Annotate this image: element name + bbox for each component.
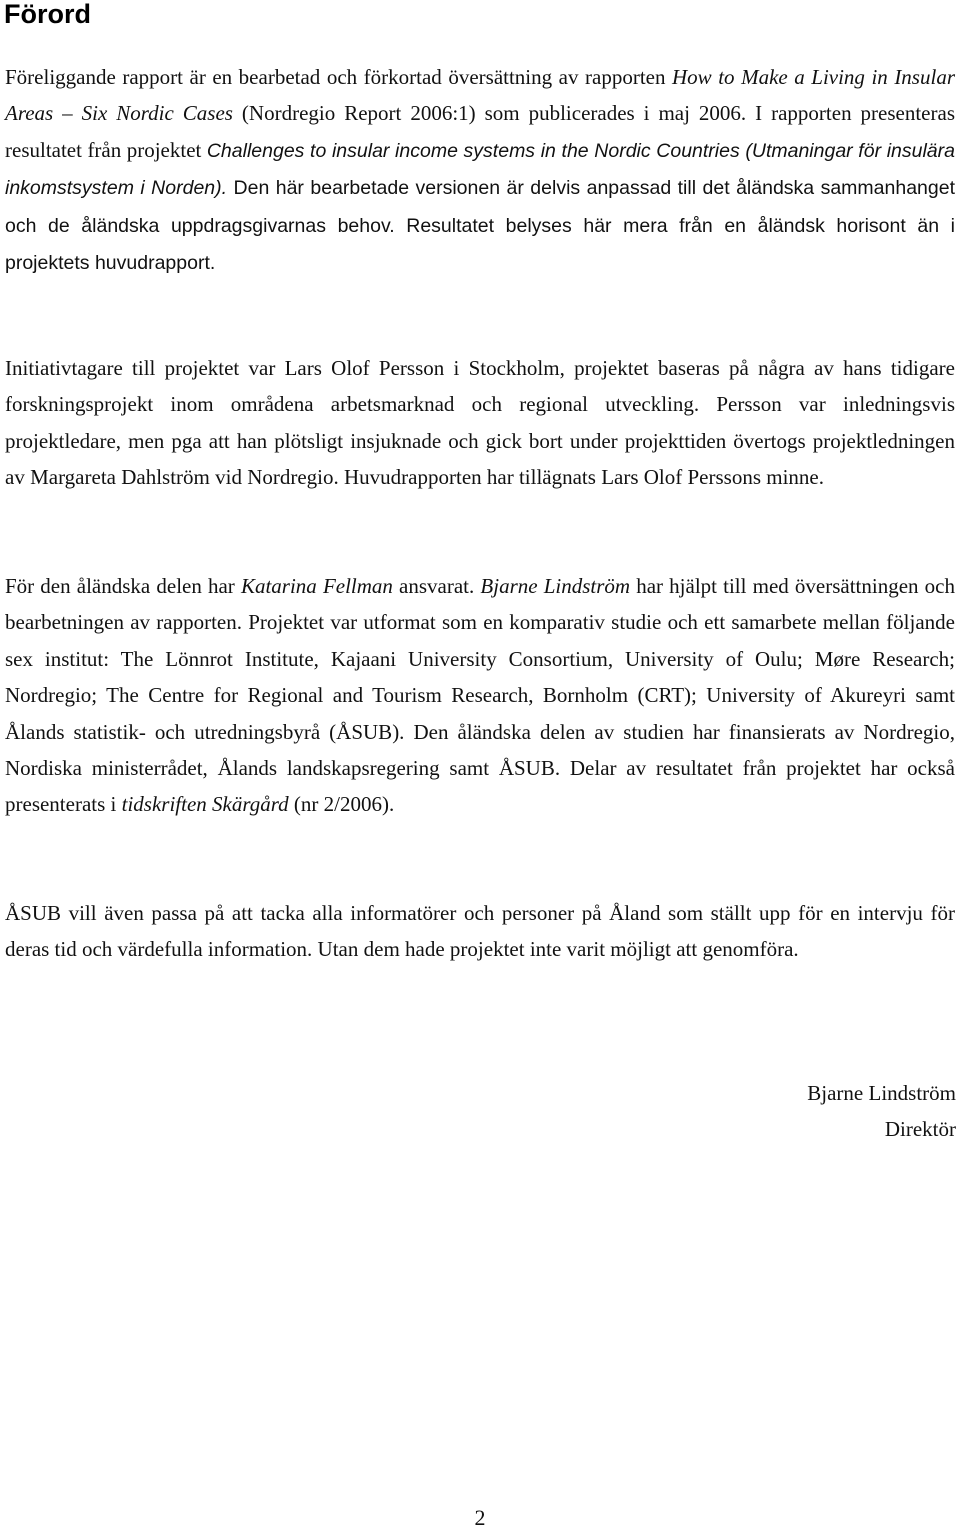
paragraph-thanks: ÅSUB vill även passa på att tacka alla informatörer och personer på Åland som ställt upp för en intervju för deras tid och värdefulla information. Utan dem hade projektet inte varit möjligt att genomföra. bbox=[5, 901, 955, 962]
paragraph-intro-text-3: Den här bearbetade versionen är delvis anpassad till det åländska sammanhanget och de åländska uppdragsgivarnas behov. Resultatet belyses här mera från en åländsk horisont än i projektets huvudrapport. bbox=[5, 177, 956, 275]
paragraph-contributors bbox=[5, 568, 955, 823]
paragraph-contributors-text-2: ansvarat. bbox=[392, 574, 481, 598]
journal-name-italic: tidskriften Skärgård bbox=[121, 792, 289, 817]
project-title-italic: Challenges to insular income systems in the Nordic Countries (Utmaningar för insulära inkomstsystem i Norden). bbox=[5, 139, 955, 200]
paragraph-intro-text-2: (Nordregio Report 2006:1) som publicerades i maj 2006. I rapporten presenteras resultatet från projektet bbox=[5, 101, 955, 162]
page-title: Förord bbox=[4, 0, 91, 29]
person-name-italic-1: Katarina Fellman bbox=[240, 574, 393, 598]
person-name-italic-2: Bjarne Lindström bbox=[480, 574, 631, 598]
paragraph-contributors-text-3: har hjälpt till med översättningen och bearbetningen av rapporten. Projektet var utformat som en komparativ studie och ett samarbete mellan följande sex institut: The Lönnrot Institute, Kajaani University Consortium, University of Oulu; Møre Research; Nordregio; The Centre for Regional and Tourism Research, Bornholm (CRT); University of Akureyri samt Ålands statistik- och utredningsbyrå (ÅSUB). Den åländska delen av studien har finansierats av Nordregio, Nordiska ministerrådet, Ålands landskapsregering samt ÅSUB. Delar av resultatet från projektet har också presenterats i bbox=[5, 574, 955, 817]
paragraph-intro-text-1: Föreliggande rapport är en bearbetad och förkortad översättning av rapporten bbox=[5, 65, 673, 89]
paragraph-intro bbox=[5, 59, 955, 281]
page-number: 2 bbox=[474, 1505, 486, 1530]
signature-block bbox=[807, 1075, 956, 1148]
signature-name: Bjarne Lindström bbox=[807, 1081, 956, 1105]
signature-title: Direktör bbox=[884, 1117, 956, 1142]
report-title-italic: How to Make a Living in Insular Areas – Six Nordic Cases bbox=[5, 65, 955, 126]
paragraph-initiator: Initiativtagare till projektet var Lars Olof Persson i Stockholm, projektet baseras på några av hans tidigare forskningsprojekt inom områdena arbetsmarknad och regional utveckling. Persson var inledningsvis projektledare, men pga att han plötsligt insjuknade och gick bort under projekttiden övertogs projektledningen av Margareta Dahlström vid Nordregio. Huvudrapporten har tillägnats Lars Olof Perssons minne. bbox=[5, 356, 955, 490]
paragraph-contributors-text-1: För den åländska delen har bbox=[5, 574, 241, 598]
paragraph-contributors-text-4: (nr 2/2006). bbox=[288, 792, 395, 817]
